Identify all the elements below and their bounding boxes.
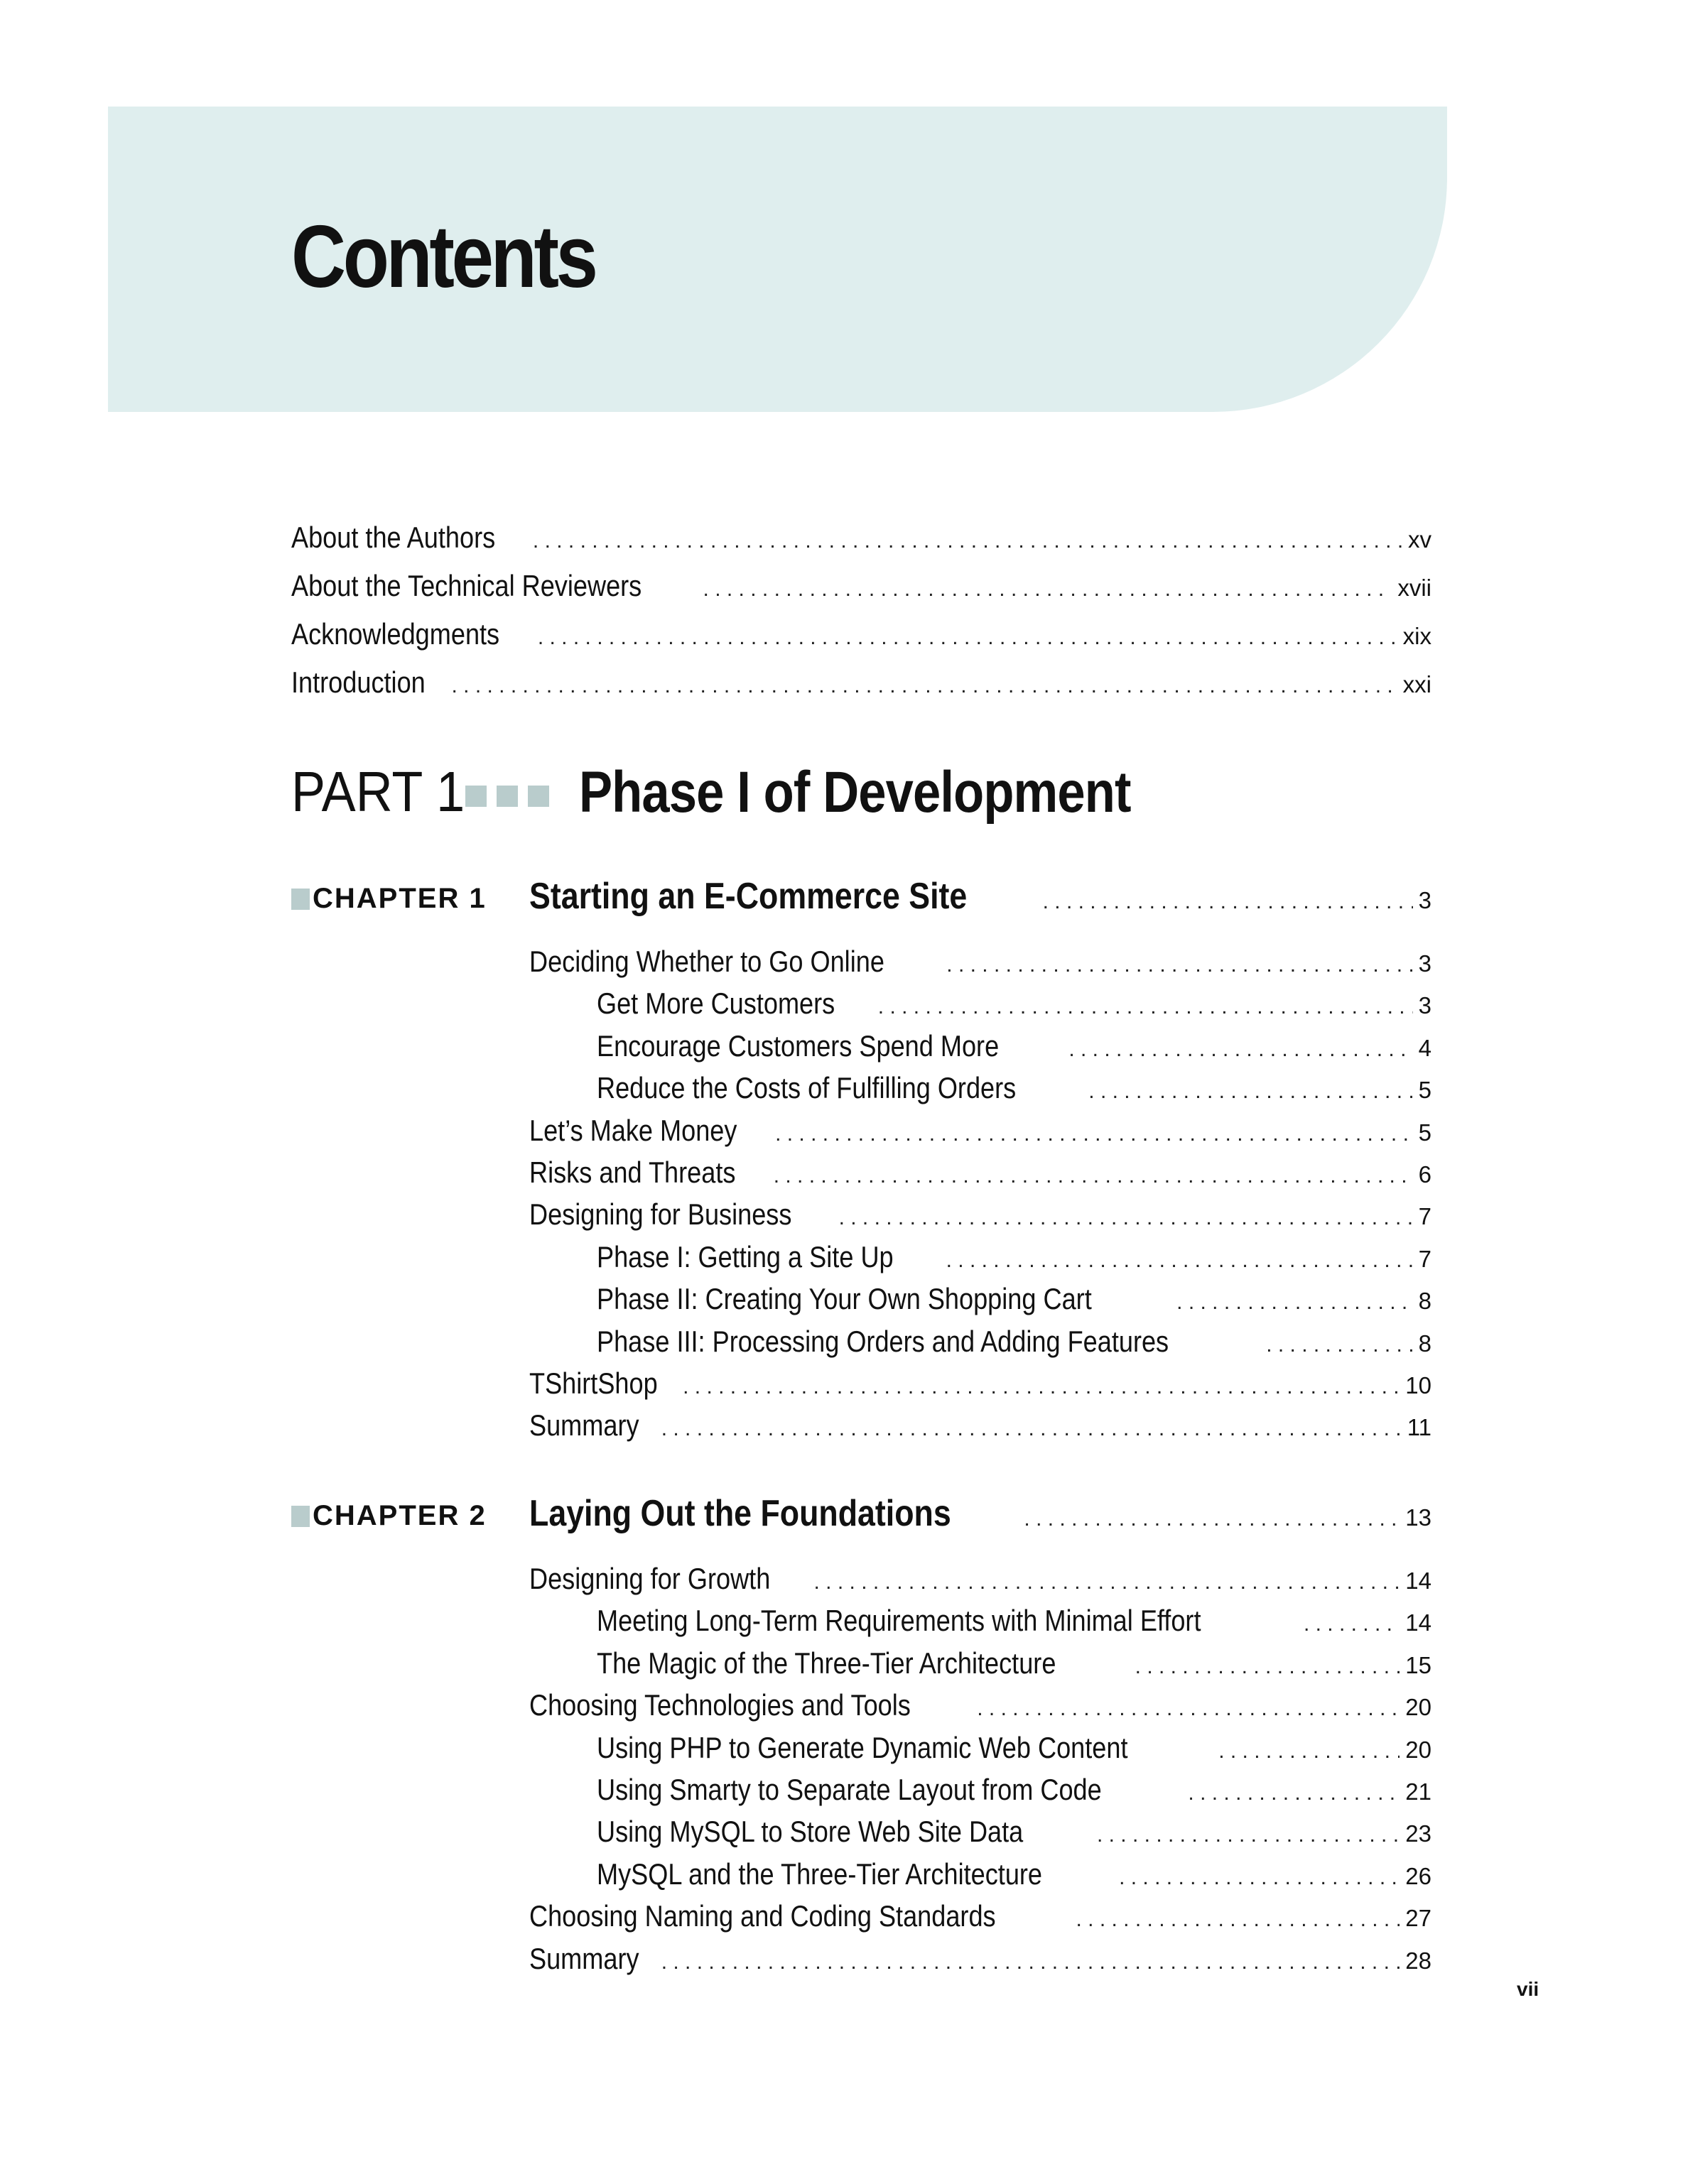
dot-leader bbox=[1218, 1739, 1400, 1764]
toc-entry-label: About the Authors bbox=[291, 521, 496, 554]
toc-entry-page: 3 bbox=[1418, 992, 1431, 1019]
toc-entry-page: 15 bbox=[1405, 1651, 1431, 1678]
dot-leader bbox=[1097, 1823, 1400, 1847]
toc-entry-label: Introduction bbox=[291, 665, 426, 699]
toc-entry-label: Using MySQL to Store Web Site Data bbox=[597, 1815, 1024, 1849]
toc-subentry[interactable] bbox=[597, 1857, 1431, 1891]
toc-entry[interactable] bbox=[529, 1562, 1431, 1596]
toc-entry-page: 20 bbox=[1405, 1694, 1431, 1721]
dot-leader bbox=[1176, 1291, 1412, 1315]
toc-entry-label: Phase II: Creating Your Own Shopping Cart bbox=[597, 1282, 1092, 1316]
dot-leader bbox=[1088, 1080, 1412, 1104]
toc-entry-page: xxi bbox=[1402, 671, 1431, 697]
dot-leader bbox=[703, 577, 1392, 602]
dot-leader bbox=[977, 1697, 1400, 1721]
toc-entry-label: Summary bbox=[529, 1941, 639, 1975]
toc-entry-page: 27 bbox=[1405, 1905, 1431, 1932]
toc-entry-label: MySQL and the Three-Tier Architecture bbox=[597, 1857, 1043, 1891]
dot-leader bbox=[1119, 1866, 1400, 1890]
dot-leader bbox=[946, 953, 1412, 977]
toc-entry-label: Meeting Long-Term Requirements with Minimal Effort bbox=[597, 1604, 1201, 1638]
toc-entry-page: 21 bbox=[1405, 1778, 1431, 1805]
square-bullet-icon bbox=[291, 1506, 310, 1527]
dot-leader bbox=[878, 995, 1413, 1019]
page-number: vii bbox=[1517, 1978, 1539, 2000]
toc-subentry[interactable] bbox=[597, 1773, 1431, 1807]
dot-leader bbox=[839, 1206, 1413, 1230]
toc-subentry[interactable] bbox=[597, 1815, 1431, 1849]
toc-entry-page: 23 bbox=[1405, 1820, 1431, 1847]
toc-entry-page: 26 bbox=[1405, 1862, 1431, 1889]
toc-entry-page: 3 bbox=[1418, 887, 1431, 913]
dot-leader bbox=[774, 1164, 1413, 1188]
dot-leader bbox=[1188, 1781, 1400, 1805]
toc-subentry[interactable] bbox=[597, 1071, 1431, 1105]
toc-entry-page: 14 bbox=[1405, 1568, 1431, 1594]
toc-entry-label: Choosing Technologies and Tools bbox=[529, 1688, 911, 1722]
toc-subentry[interactable] bbox=[597, 987, 1431, 1021]
toc-entry-label: Summary bbox=[529, 1408, 639, 1443]
toc-entry-page: 7 bbox=[1418, 1203, 1431, 1230]
dot-leader bbox=[1043, 890, 1413, 914]
part-squares-ornament bbox=[465, 786, 549, 807]
toc-entry[interactable] bbox=[529, 945, 1431, 979]
toc-entry-label: Designing for Business bbox=[529, 1197, 792, 1232]
toc-entry[interactable] bbox=[529, 1197, 1431, 1232]
toc-subentry[interactable] bbox=[597, 1282, 1431, 1316]
toc-entry[interactable] bbox=[291, 521, 1431, 555]
toc-entry-label: The Magic of the Three-Tier Architecture bbox=[597, 1646, 1056, 1680]
toc-entry-page: 6 bbox=[1418, 1161, 1431, 1188]
toc-entry-label: TShirtShop bbox=[529, 1367, 658, 1400]
toc-entry-page: 8 bbox=[1418, 1330, 1431, 1357]
toc-entry-page: 13 bbox=[1405, 1504, 1431, 1531]
toc-entry-page: xvii bbox=[1397, 575, 1431, 601]
toc-entry-label: Designing for Growth bbox=[529, 1562, 771, 1595]
toc-entry-page: 14 bbox=[1405, 1609, 1431, 1636]
toc-entry[interactable] bbox=[529, 1688, 1431, 1722]
dot-leader bbox=[1135, 1655, 1400, 1679]
chapter-title-entry[interactable] bbox=[529, 1492, 1431, 1535]
page-title: Contents bbox=[291, 208, 595, 306]
toc-entry-page: 5 bbox=[1418, 1119, 1431, 1146]
toc-entry[interactable] bbox=[291, 569, 1431, 603]
toc-entry[interactable] bbox=[291, 617, 1431, 651]
toc-entry-label: Choosing Naming and Coding Standards bbox=[529, 1899, 996, 1933]
chapter-title-entry[interactable] bbox=[529, 875, 1431, 918]
part-title: Phase I of Development bbox=[579, 760, 1131, 825]
chapter-title: Laying Out the Foundations bbox=[529, 1493, 951, 1534]
dot-leader bbox=[1266, 1333, 1412, 1357]
toc-entry[interactable] bbox=[529, 1408, 1431, 1443]
dot-leader bbox=[1068, 1038, 1412, 1062]
dot-leader bbox=[814, 1570, 1400, 1594]
toc-entry-page: 3 bbox=[1418, 950, 1431, 977]
toc-subentry[interactable] bbox=[597, 1029, 1431, 1063]
toc-entry-label: Phase I: Getting a Site Up bbox=[597, 1239, 894, 1273]
toc-entry-page: 10 bbox=[1405, 1372, 1431, 1398]
toc-subentry[interactable] bbox=[597, 1240, 1431, 1274]
chapter-label: CHAPTER 2 bbox=[291, 1500, 487, 1532]
dot-leader bbox=[775, 1122, 1413, 1146]
toc-entry[interactable] bbox=[529, 1114, 1431, 1148]
toc-entry-label: Deciding Whether to Go Online bbox=[529, 945, 884, 978]
toc-entry-page: 28 bbox=[1405, 1947, 1431, 1974]
toc-entry-label: Encourage Customers Spend More bbox=[597, 1028, 1000, 1063]
chapter-title: Starting an E-Commerce Site bbox=[529, 876, 968, 917]
toc-entry[interactable] bbox=[529, 1156, 1431, 1190]
dot-leader bbox=[661, 1417, 1402, 1441]
dot-leader bbox=[946, 1249, 1413, 1273]
toc-entry-label: Let’s Make Money bbox=[529, 1113, 737, 1147]
toc-entry-label: About the Technical Reviewers bbox=[291, 569, 642, 602]
dot-leader bbox=[533, 529, 1402, 553]
toc-entry-label: Risks and Threats bbox=[529, 1156, 736, 1189]
part-label: PART 1 bbox=[291, 760, 465, 823]
toc-entry-label: Reduce the Costs of Fulfilling Orders bbox=[597, 1071, 1017, 1105]
toc-entry-label: Using Smarty to Separate Layout from Code bbox=[597, 1773, 1102, 1806]
square-bullet-icon bbox=[291, 889, 310, 910]
toc-entry-page: xix bbox=[1402, 623, 1431, 649]
toc-subentry[interactable] bbox=[597, 1604, 1431, 1638]
toc-subentry[interactable] bbox=[597, 1731, 1431, 1765]
dot-leader bbox=[451, 674, 1397, 698]
dot-leader bbox=[1024, 1507, 1400, 1531]
toc-subentry[interactable] bbox=[597, 1325, 1431, 1359]
dot-leader bbox=[1304, 1612, 1400, 1636]
dot-leader bbox=[1076, 1908, 1400, 1932]
toc-entry-label: Acknowledgments bbox=[291, 617, 500, 651]
toc-subentry[interactable] bbox=[597, 1646, 1431, 1680]
chapter-label: CHAPTER 1 bbox=[291, 883, 487, 915]
toc-entry-label: Phase III: Processing Orders and Adding Features bbox=[597, 1324, 1169, 1358]
toc-entry[interactable] bbox=[529, 1942, 1431, 1976]
toc-entry[interactable] bbox=[529, 1899, 1431, 1933]
toc-entry-page: 7 bbox=[1418, 1245, 1431, 1272]
toc-entry-page: xv bbox=[1408, 526, 1431, 553]
toc-entry-page: 5 bbox=[1418, 1077, 1431, 1104]
toc-entry-page: 8 bbox=[1418, 1288, 1431, 1315]
toc-entry-page: 4 bbox=[1418, 1034, 1431, 1061]
toc-entry[interactable] bbox=[529, 1367, 1431, 1401]
dot-leader bbox=[661, 1950, 1400, 1974]
toc-entry-page: 11 bbox=[1407, 1414, 1431, 1441]
dot-leader bbox=[683, 1375, 1400, 1399]
toc-entry-label: Get More Customers bbox=[597, 987, 835, 1021]
toc-entry[interactable] bbox=[291, 665, 1431, 700]
toc-entry-page: 20 bbox=[1405, 1736, 1431, 1763]
dot-leader bbox=[538, 626, 1397, 650]
toc-entry-label: Using PHP to Generate Dynamic Web Content bbox=[597, 1730, 1128, 1764]
